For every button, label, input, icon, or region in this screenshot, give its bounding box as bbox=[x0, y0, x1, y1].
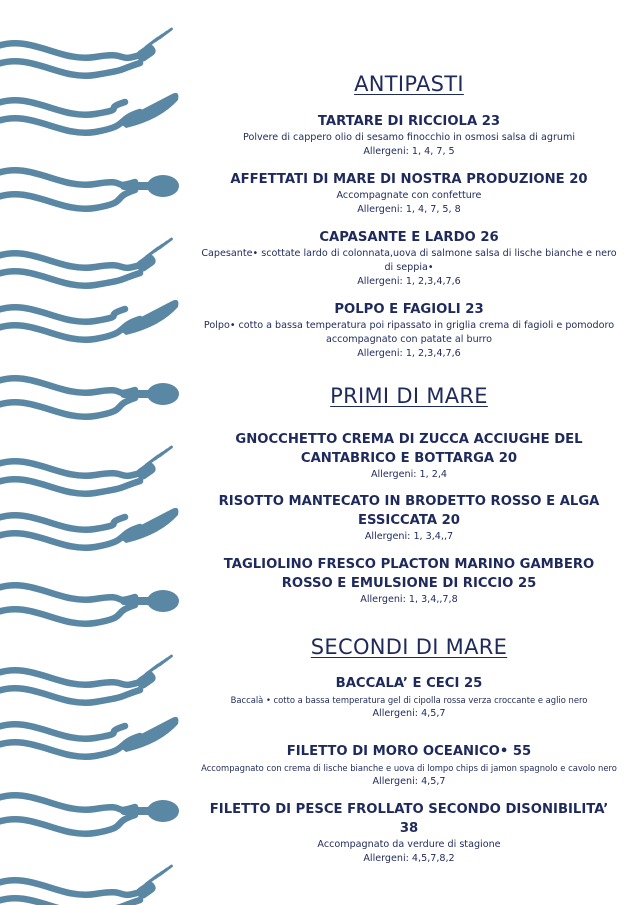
knife-icon bbox=[118, 93, 178, 128]
dish-name: TAGLIOLINO FRESCO PLACTON MARINO GAMBERO ROSSO E EMULSIONE DI RICCIO 25 bbox=[223, 557, 595, 591]
dish-description: Accompagnato da verdure di stagione bbox=[317, 839, 501, 850]
dish-filetto-di-moro-oceanico bbox=[200, 742, 618, 789]
wave-line bbox=[0, 398, 135, 417]
dish-description: Baccalà • cotto a bassa temperatura gel di cipolla rossa verza croccante e aglio nero bbox=[230, 695, 588, 705]
wave-line bbox=[0, 461, 140, 476]
wave-line bbox=[0, 795, 135, 810]
dish-baccala-e-ceci bbox=[200, 674, 618, 721]
dish-description: Accompagnato con crema di lische bianche e uova di lompo chips di jamon spagnolo e cavolo nero bbox=[201, 763, 617, 773]
wave-line bbox=[0, 43, 140, 58]
dish-capasante-e-lardo bbox=[200, 228, 618, 289]
dish-description: Capesante• scottate lardo di colonnata,uova di salmone salsa di lische bianche e nero di seppia• bbox=[201, 248, 617, 273]
wave-line bbox=[0, 190, 135, 209]
section-title-secondi-di-mare: SECONDI DI MARE bbox=[310, 635, 508, 659]
knife-icon bbox=[118, 508, 178, 543]
wave-line bbox=[0, 479, 140, 494]
section-title-primi-di-mare: PRIMI DI MARE bbox=[330, 384, 488, 408]
dish-description: Polpo• cotto a bassa temperatura poi ripassato in griglia crema di fagioli e pomodoro accompagnato con patate al burro bbox=[203, 320, 615, 345]
wave-line bbox=[0, 688, 140, 703]
fork-icon bbox=[134, 29, 171, 64]
dish-tartare-di-ricciola bbox=[200, 112, 618, 159]
dish-description: Accompagnate con confetture bbox=[336, 190, 482, 201]
wave-line bbox=[0, 253, 140, 268]
wave-line bbox=[0, 815, 135, 834]
section-title-antipasti: ANTIPASTI bbox=[354, 72, 464, 96]
dish-allergens: Allergeni: 1, 2,3,4,7,6 bbox=[357, 348, 461, 359]
wave-line bbox=[0, 724, 125, 739]
dish-name: CAPASANTE E LARDO 26 bbox=[319, 230, 499, 245]
wave-line bbox=[0, 100, 125, 115]
wave-line bbox=[0, 515, 125, 530]
fork-icon bbox=[134, 447, 171, 482]
dish-name: FILETTO DI PESCE FROLLATO SECONDO DISONIBILITA’ 38 bbox=[209, 802, 609, 836]
dish-filetto-di-pesce-frollato bbox=[200, 800, 618, 866]
wave-line bbox=[0, 378, 135, 393]
wave-line bbox=[0, 307, 125, 322]
wave-line bbox=[0, 61, 140, 76]
dish-name: FILETTO DI MORO OCEANICO• 55 bbox=[286, 744, 532, 759]
dish-tagliolino-fresco bbox=[200, 555, 618, 607]
fork-icon bbox=[134, 866, 171, 901]
dish-allergens: Allergeni: 1, 4, 7, 5, 8 bbox=[357, 204, 461, 215]
dish-allergens: Allergeni: 1, 2,3,4,7,6 bbox=[357, 276, 461, 287]
fork-icon bbox=[134, 239, 171, 274]
dish-allergens: Allergeni: 1, 3,4,,7,8 bbox=[360, 594, 458, 605]
dish-allergens: Allergeni: 1, 3,4,,7 bbox=[364, 531, 454, 542]
dish-affettati-di-mare bbox=[200, 170, 618, 217]
wave-line bbox=[0, 670, 140, 685]
dish-allergens: Allergeni: 1, 2,4 bbox=[370, 469, 448, 480]
dish-name: POLPO E FAGIOLI 23 bbox=[334, 302, 484, 317]
wave-line bbox=[0, 271, 140, 286]
dish-gnocchetto-crema-di-zucca bbox=[200, 430, 618, 482]
wave-line bbox=[0, 585, 135, 600]
dish-allergens: Allergeni: 4,5,7 bbox=[372, 776, 446, 787]
wave-line bbox=[0, 605, 135, 624]
dish-allergens: Allergeni: 4,5,7 bbox=[372, 708, 446, 719]
knife-icon bbox=[118, 300, 178, 335]
fork-icon bbox=[134, 656, 171, 691]
dish-name: AFFETTATI DI MARE DI NOSTRA PRODUZIONE 20 bbox=[230, 172, 588, 187]
dish-risotto-mantecato bbox=[200, 492, 618, 544]
dish-allergens: Allergeni: 4,5,7,8,2 bbox=[363, 853, 455, 864]
dish-description: Polvere di cappero olio di sesamo finocchio in osmosi salsa di agrumi bbox=[243, 132, 575, 143]
dish-name: GNOCCHETTO CREMA DI ZUCCA ACCIUGHE DEL CANTABRICO E BOTTARGA 20 bbox=[235, 432, 583, 466]
wave-line bbox=[0, 170, 135, 185]
knife-icon bbox=[118, 717, 178, 752]
wave-line bbox=[0, 898, 140, 905]
dish-name: BACCALA’ E CECI 25 bbox=[335, 676, 483, 691]
dish-allergens: Allergeni: 1, 4, 7, 5 bbox=[363, 146, 455, 157]
dish-name: RISOTTO MANTECATO IN BRODETTO ROSSO E ALGA ESSICCATA 20 bbox=[218, 494, 600, 528]
cutlery-wave-decoration bbox=[0, 0, 190, 905]
dish-name: TARTARE DI RICCIOLA 23 bbox=[317, 114, 501, 129]
wave-line bbox=[0, 880, 140, 895]
dish-polpo-e-fagioli bbox=[200, 300, 618, 361]
